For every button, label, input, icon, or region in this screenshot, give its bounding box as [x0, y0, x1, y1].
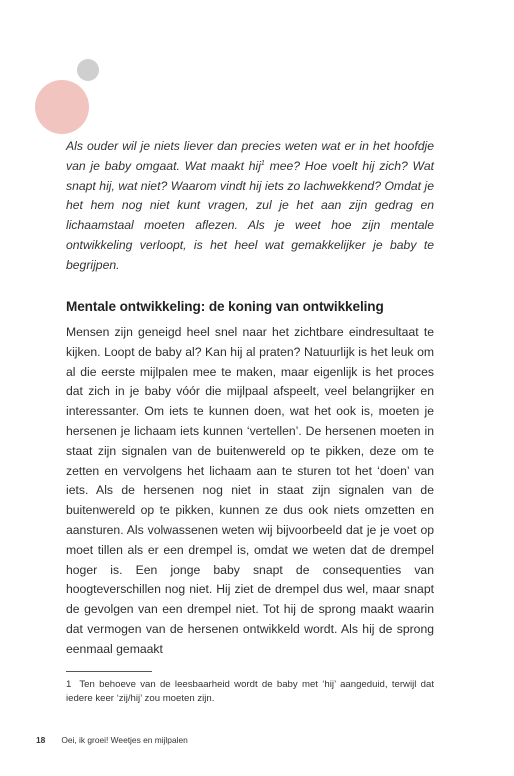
section-heading: Mentale ontwikkeling: de koning van ontwikkeling — [66, 299, 384, 314]
footnote-number: 1 — [66, 679, 72, 690]
section-body-paragraph: Mensen zijn geneigd heel snel naar het zichtbare eindresultaat te kijken. Loopt de baby al? Kan hij al praten? Natuurlijk is het leuk om al die eerste mijlpalen mee te maken, maar eigenlijk is het proces dat zich in je baby vóór die mijlpaal afspeelt, veel belangrijker en interessanter. Om iets te kunnen doen, wat het ook is, moeten je hersenen je lichaam iets kunnen ‘vertellen’. De hersenen moeten in staat zijn signalen van de buitenwereld op te pikken, deze om te zetten en vervolgens het lichaam aan te sturen tot het ‘doen’ van iets. Als de hersenen nog niet in staat zijn signalen van de buitenwereld op te pikken, kunnen ze dus ook niets omzetten en aansturen. Als volwassenen weten wij bijvoorbeeld dat je je voet op moet tillen als er een drempel is, omdat we weten dat de drempel hoger is. Een jonge baby snapt de consequenties van hoogteverschillen nog niet. Hij ziet de drempel dus wel, maar snapt de gevolgen van een drempel niet. Tot hij de sprong maakt waarin dat vermogen van de hersenen ontwikkeld wordt. Als hij de sprong eenmaal gemaakt — [66, 325, 434, 656]
intro-text-end: mee? Hoe voelt hij zich? Wat snapt hij, wat niet? Waarom vindt hij iets zo lachwekkend? Omdat je het hem nog niet kunt vragen, zul je het aan zijn gedrag en lichaamstaal moeten aflezen. Als je weet hoe zijn mentale ontwikkeling verloopt, is het heel wat gemakkelijker je baby te begrijpen. — [66, 158, 434, 272]
footnote-reference: 1 — [260, 159, 265, 167]
footnote-text: Ten behoeve van de leesbaarheid wordt de baby met ‘hij’ aangeduid, terwijl dat iedere keer ‘zij/hij’ zou moeten zijn. — [66, 679, 434, 704]
intro-text-start: Als ouder wil je niets liever dan precies weten wat er in het hoofdje van je baby omgaat. Wat maakt hij — [66, 139, 434, 173]
decorative-pink-circle — [35, 80, 89, 134]
page-footer — [36, 735, 188, 745]
intro-paragraph — [66, 137, 434, 276]
running-title: Oei, ik groei! Weetjes en mijlpalen — [61, 735, 188, 745]
footnote-divider — [66, 671, 152, 672]
page-number: 18 — [36, 735, 46, 745]
decorative-gray-circle — [77, 59, 99, 81]
footnote — [66, 678, 434, 706]
